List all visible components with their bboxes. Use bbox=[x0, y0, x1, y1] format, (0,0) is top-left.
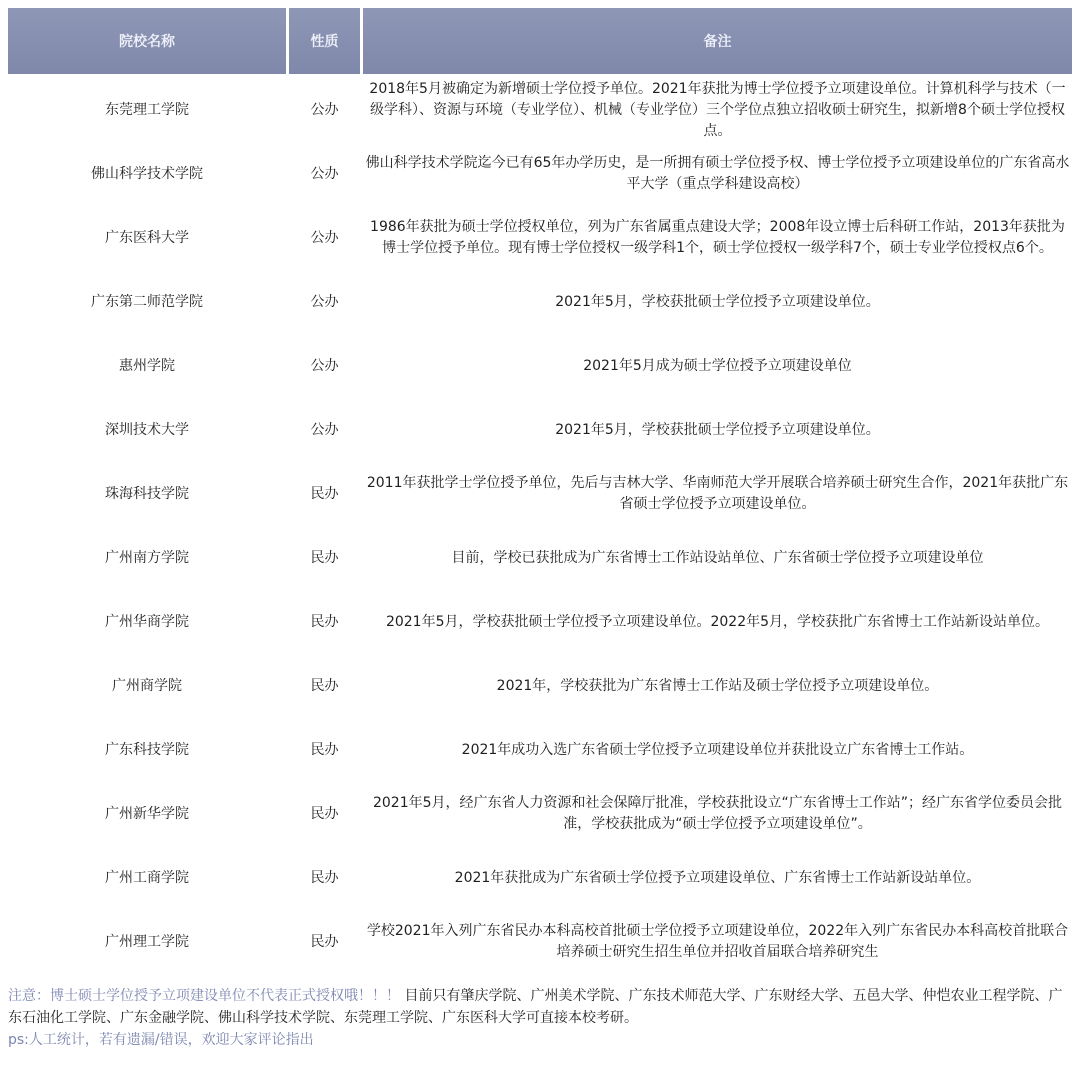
school-name: 广东科技学院 bbox=[105, 741, 189, 758]
table-row bbox=[8, 270, 1072, 334]
school-note: 2021年获批成为广东省硕士学位授予立项建设单位、广东省博士工作站新设站单位。 bbox=[454, 869, 981, 886]
school-name: 广州南方学院 bbox=[105, 549, 189, 566]
table-row bbox=[8, 654, 1072, 718]
school-type: 民办 bbox=[310, 613, 339, 630]
table-row bbox=[8, 78, 1072, 142]
school-name: 广东第二师范学院 bbox=[91, 293, 203, 310]
table-row bbox=[8, 334, 1072, 398]
table-row bbox=[8, 526, 1072, 590]
school-note: 2021年5月成为硕士学位授予立项建设单位 bbox=[583, 357, 852, 374]
school-name: 深圳技术大学 bbox=[105, 421, 189, 438]
school-type: 民办 bbox=[310, 549, 339, 566]
school-note: 2021年5月，学校获批硕士学位授予立项建设单位。 bbox=[555, 421, 880, 438]
table-header bbox=[8, 8, 1072, 74]
school-note: 2021年5月，学校获批硕士学位授予立项建设单位。2022年5月，学校获批广东省博士工作站新设站单位。 bbox=[385, 613, 1050, 630]
school-name: 惠州学院 bbox=[119, 357, 175, 374]
school-name: 广州华商学院 bbox=[105, 613, 189, 630]
school-name: 广州理工学院 bbox=[105, 933, 189, 950]
school-note: 2018年5月被确定为新增硕士学位授予单位。2021年获批为博士学位授予立项建设单位。计算机科学与技术（一级学科）、资源与环境（专业学位）、机械（专业学位）三个学位点独立招收硕士研究生，拟新增8个硕士学位授权点。 bbox=[369, 80, 1066, 139]
table-row bbox=[8, 782, 1072, 846]
school-type: 公办 bbox=[310, 165, 339, 182]
school-name: 广州新华学院 bbox=[105, 805, 189, 822]
school-note: 1986年获批为硕士学位授权单位，列为广东省属重点建设大学；2008年设立博士后科研工作站，2013年获批为博士学位授予单位。现有博士学位授权一级学科1个，硕士学位授权一级学科7个，硕士专业学位授权点6个。 bbox=[370, 219, 1065, 256]
school-note: 佛山科学技术学院迄今已有65年办学历史，是一所拥有硕士学位授予权、博士学位授予立项建设单位的广东省高水平大学（重点学科建设高校） bbox=[365, 155, 1070, 192]
header-school-name: 院校名称 bbox=[8, 8, 286, 74]
footer-body: 目前只有肇庆学院、广州美术学院、广东技术师范大学、广东财经大学、五邑大学、仲恺农业工程学院、广东石油化工学院、广东金融学院、佛山科学技术学院、东莞理工学院、广东医科大学可直接本校考研。 bbox=[8, 988, 1063, 1026]
school-type: 民办 bbox=[310, 485, 339, 502]
table-row bbox=[8, 910, 1072, 974]
school-type: 民办 bbox=[310, 933, 339, 950]
school-type: 民办 bbox=[310, 869, 339, 886]
school-type: 公办 bbox=[310, 357, 339, 374]
table-row bbox=[8, 718, 1072, 782]
school-note: 目前，学校已获批成为广东省博士工作站设站单位、广东省硕士学位授予立项建设单位 bbox=[451, 549, 984, 566]
school-name: 珠海科技学院 bbox=[105, 485, 189, 502]
school-name: 广州商学院 bbox=[112, 677, 182, 694]
school-name: 东莞理工学院 bbox=[105, 101, 189, 118]
school-note: 2021年，学校获批为广东省博士工作站及硕士学位授予立项建设单位。 bbox=[496, 677, 939, 694]
header-note: 备注 bbox=[363, 8, 1072, 74]
school-type: 公办 bbox=[310, 229, 339, 246]
school-note: 2021年5月，经广东省人力资源和社会保障厅批准，学校获批设立“广东省博士工作站”；经广东省学位委员会批准，学校获批成为“硕士学位授予立项建设单位”。 bbox=[372, 795, 1063, 832]
table-row bbox=[8, 398, 1072, 462]
table-row bbox=[8, 590, 1072, 654]
school-note: 2021年5月，学校获批硕士学位授予立项建设单位。 bbox=[555, 293, 880, 310]
school-type: 民办 bbox=[310, 805, 339, 822]
school-name: 广东医科大学 bbox=[105, 229, 189, 246]
school-type: 民办 bbox=[310, 741, 339, 758]
school-note: 学校2021年入列广东省民办本科高校首批硕士学位授予立项建设单位，2022年入列广东省民办本科高校首批联合培养硕士研究生招生单位并招收首届联合培养研究生 bbox=[366, 923, 1069, 960]
school-type: 民办 bbox=[310, 677, 339, 694]
table-row bbox=[8, 142, 1072, 206]
school-type: 公办 bbox=[310, 101, 339, 118]
table-row bbox=[8, 206, 1072, 270]
school-type: 公办 bbox=[310, 421, 339, 438]
table-row bbox=[8, 846, 1072, 910]
table-row bbox=[8, 462, 1072, 526]
school-note: 2011年获批学士学位授予单位，先后与吉林大学、华南师范大学开展联合培养硕士研究生合作，2021年获批广东省硕士学位授予立项建设单位。 bbox=[366, 475, 1069, 512]
footer-note bbox=[8, 985, 1072, 1051]
footer-ps: ps:人工统计，若有遗漏/错误，欢迎大家评论指出 bbox=[8, 1032, 314, 1048]
header-type: 性质 bbox=[289, 8, 360, 74]
footer-warning: 注意：博士硕士学位授予立项建设单位不代表正式授权哦！！！ bbox=[8, 988, 400, 1004]
school-note: 2021年成功入选广东省硕士学位授予立项建设单位并获批设立广东省博士工作站。 bbox=[461, 741, 974, 758]
school-name: 佛山科学技术学院 bbox=[91, 165, 203, 182]
school-type: 公办 bbox=[310, 293, 339, 310]
school-name: 广州工商学院 bbox=[105, 869, 189, 886]
